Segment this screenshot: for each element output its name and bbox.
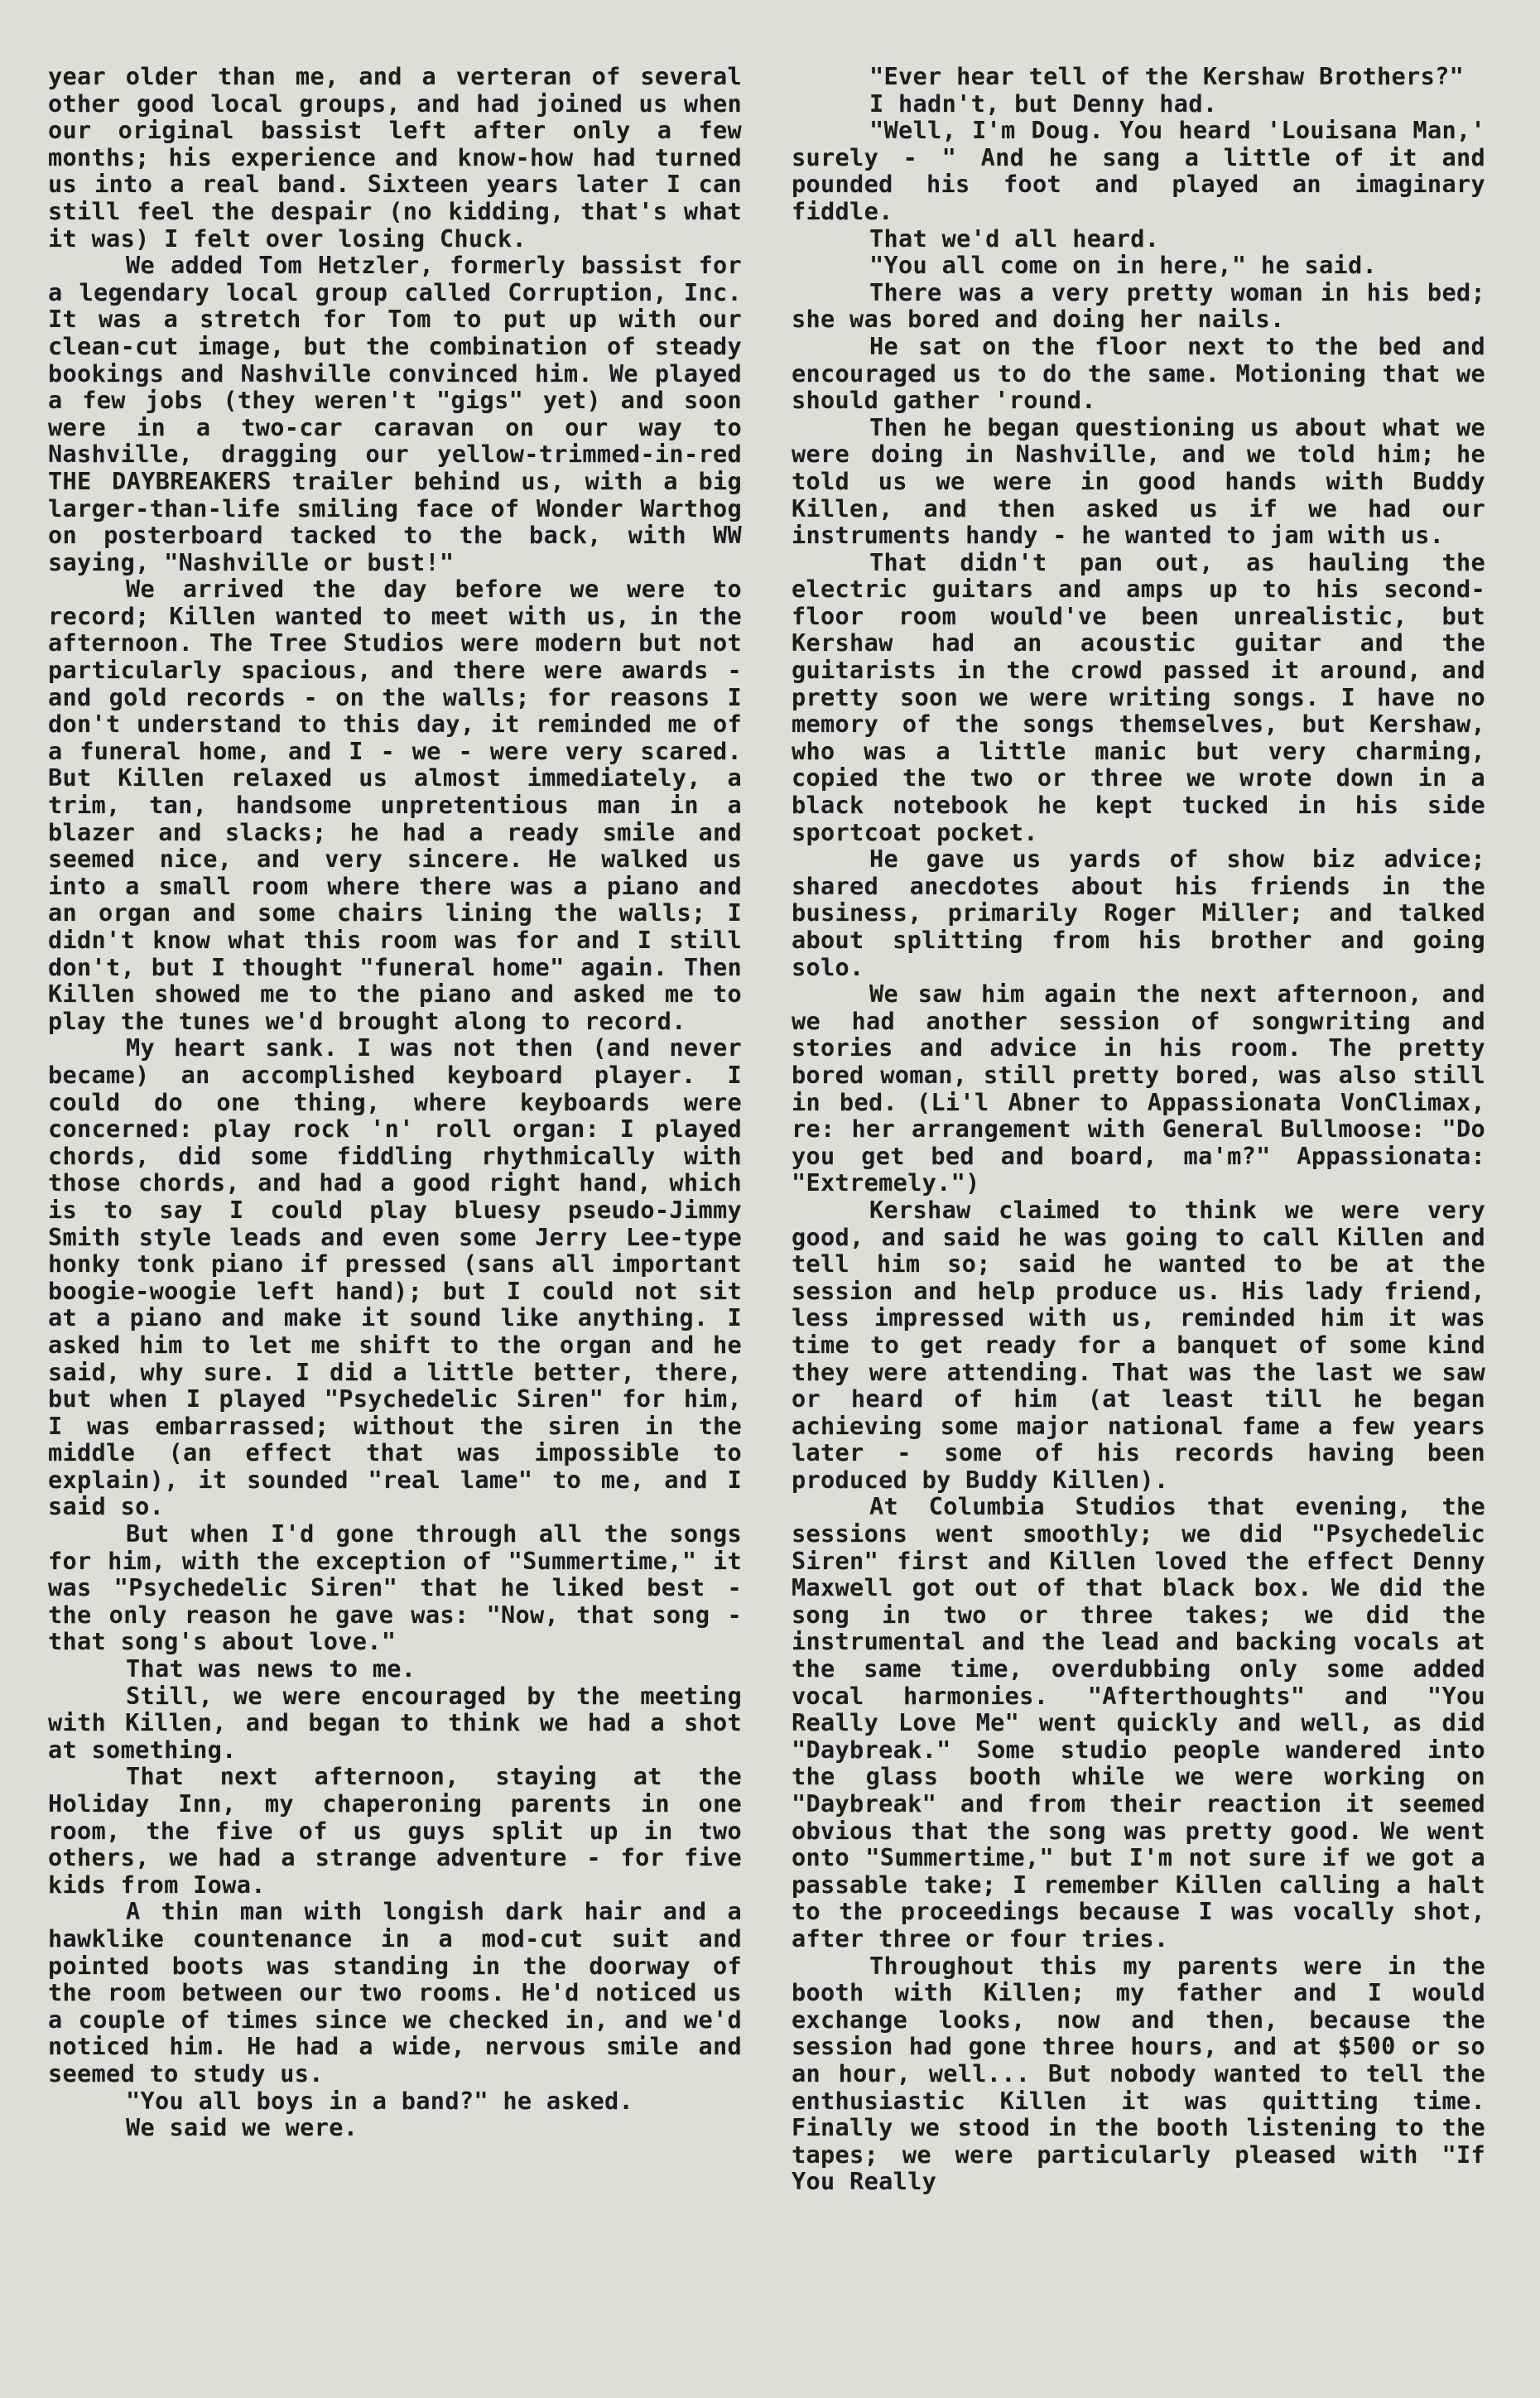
paragraph: We arrived the day before we were to record; Killen wanted to meet with us, in the afternoon. The Tree Studios were modern but not particularly spacious, and there were awards - and gold records - on the walls; for reasons I don't understand to this day, it reminded me of a funeral home, and I - we - were very scared. But Killen relaxed us almost immediately, a trim, tan, handsome unpretentious man in a blazer and slacks; he had a ready smile and seemed nice, and very sincere. He walked us into a small room where there was a piano and an organ and some chairs lining the walls; I didn't know what this room was for and I still don't, but I thought "funeral home" again. Then Killen showed me to the piano and asked me to play the tunes we'd brought along to record. xyxy=(48,575,742,1035)
paragraph: Throughout this my parents were in the booth with Killen; my father and I would exchange looks, now and then, because the session had gone three hours, and at $500 or so an hour, well... But nobody wanted to tell the enthusiastic Killen it was quitting time. Finally we stood in the booth listening to the tapes; we were particularly pleased with "If You Really xyxy=(792,1951,1485,2196)
paragraph: He gave us yards of show biz advice; shared anecdotes about his friends in the business, primarily Roger Miller; and talked about splitting from his brother and going solo. xyxy=(792,845,1485,981)
right-column xyxy=(792,63,1485,2195)
paragraph: Still, we were encouraged by the meeting with Killen, and began to think we had a shot at something. xyxy=(48,1681,742,1764)
paragraph: That didn't pan out, as hauling the electric guitars and amps up to his second-floor room would've been unrealistic, but Kershaw had an acoustic guitar and the guitarists in the crowd passed it around, and pretty soon we were writing songs. I have no memory of the songs themselves, but Kershaw, who was a little manic but very charming, copied the two or three we wrote down in a black notebook he kept tucked in his side sportcoat pocket. xyxy=(792,547,1485,846)
paragraph: That we'd all heard. xyxy=(869,224,1160,253)
paragraph: "Ever hear tell of the Kershaw Brothers?" xyxy=(869,62,1465,90)
paragraph: Kershaw claimed to think we were very good, and said he was going to call Killen and tell him so; said he wanted to be at the session and help produce us. His lady friend, less impressed with us, reminded him it was time to get ready for a banquet of some kind they were attending. That was the last we saw or heard of him (at least till he began achieving some major national fame a few years later - some of his records having been produced by Buddy Killen). xyxy=(792,1195,1485,1494)
paragraph: "Well, I'm Doug. You heard 'Louisana Man,' surely - " And he sang a little of it and pounded his foot and played an imaginary fiddle. xyxy=(792,116,1485,225)
paragraph: Then he began questioning us about what we were doing in Nashville, and we told him; he told us we were in good hands with Buddy Killen, and then asked us if we had our instruments handy - he wanted to jam with us. xyxy=(792,412,1485,550)
paragraph: "You all boys in a band?" he asked. xyxy=(126,2086,634,2115)
paragraph: year older than me, and a verteran of several other good local groups, and had joined us when our original bassist left after only a few months; his experience and know-how had turned us into a real band. Sixteen years later I can still feel the despair (no kidding, that's what it was) I felt over losing Chuck. xyxy=(48,62,742,253)
paragraph: He sat on the floor next to the bed and encouraged us to do the same. Motioning that we should gather 'round. xyxy=(792,331,1485,415)
left-column xyxy=(48,63,742,2141)
paragraph: We saw him again the next afternoon, and we had another session of songwriting and stories and advice in his room. The pretty bored woman, still pretty bored, was also still in bed. (Li'l Abner to Appassionata VonClimax, re: her arrangement with General Bullmoose: "Do you get bed and board, ma'm?" Appassionata: "Extremely.") xyxy=(792,980,1485,1197)
paragraph: A thin man with longish dark hair and a hawklike countenance in a mod-cut suit and pointed boots was standing in the doorway of the room between our two rooms. He'd noticed us a couple of times since we checked in, and we'd noticed him. He had a wide, nervous smile and seemed to study us. xyxy=(48,1897,742,2087)
paragraph: There was a very pretty woman in his bed; she was bored and doing her nails. xyxy=(792,277,1485,334)
paragraph: We said we were. xyxy=(126,2113,359,2142)
paragraph: "You all come on in here," he said. xyxy=(869,251,1378,280)
paragraph: My heart sank. I was not then (and never became) an accomplished keyboard player. I could do one thing, where keyboards were concerned: play rock 'n' roll organ: I played chords, did some fiddling rhythmically with those chords, and had a good right hand, which is to say I could play bluesy pseudo-Jimmy Smith style leads and even some Jerry Lee-type honky tonk piano if pressed (sans all important boogie-woogie left hand); but I could not sit at a piano and make it sound like anything. I asked him to let me shift to the organ and he said, why sure. I did a little better, there, but when I played "Psychedelic Siren" for him, I was embarrassed; without the siren in the middle (an effect that was impossible to explain), it sounded "real lame" to me, and I said so. xyxy=(48,1033,742,1521)
paragraph: At Columbia Studios that evening, the sessions went smoothly; we did "Psychedelic Siren" first and Killen loved the effect Denny Maxwell got out of that black box. We did the song in two or three takes; we did the instrumental and the lead and backing vocals at the same time, overdubbing only some added vocal harmonies. "Afterthoughts" and "You Really Love Me" went quickly and well, as did "Daybreak." Some studio people wandered into the glass booth while we were working on "Daybreak" and from their reaction it seemed obvious that the song was pretty good. We went onto "Summertime," but I'm not sure if we got a passable take; I remember Killen calling a halt to the proceedings because I was vocally shot, after three or four tries. xyxy=(792,1492,1485,1953)
paragraph: We added Tom Hetzler, formerly bassist for a legendary local group called Corruption, Inc. It was a stretch for Tom to put up with our clean-cut image, but the combination of steady bookings and Nashville convinced him. We played a few jobs (they weren't "gigs" yet) and soon were in a two-car caravan on our way to Nashville, dragging our yellow-trimmed-in-red THE DAYBREAKERS trailer behind us, with a big larger-than-life smiling face of Wonder Warthog on posterboard tacked to the back, with WW saying, "Nashville or bust!" xyxy=(48,251,742,576)
paragraph: I hadn't, but Denny had. xyxy=(869,89,1218,118)
paragraph: That was news to me. xyxy=(126,1654,416,1683)
paragraph: That next afternoon, staying at the Holiday Inn, my chaperoning parents in one room, the five of us guys split up in two others, we had a strange adventure - for five kids from Iowa. xyxy=(48,1762,742,1899)
paragraph: But when I'd gone through all the songs for him, with the exception of "Summertime," it was "Psychedelic Siren" that he liked best - the only reason he gave was: "Now, that song - that song's about love." xyxy=(48,1519,742,1656)
